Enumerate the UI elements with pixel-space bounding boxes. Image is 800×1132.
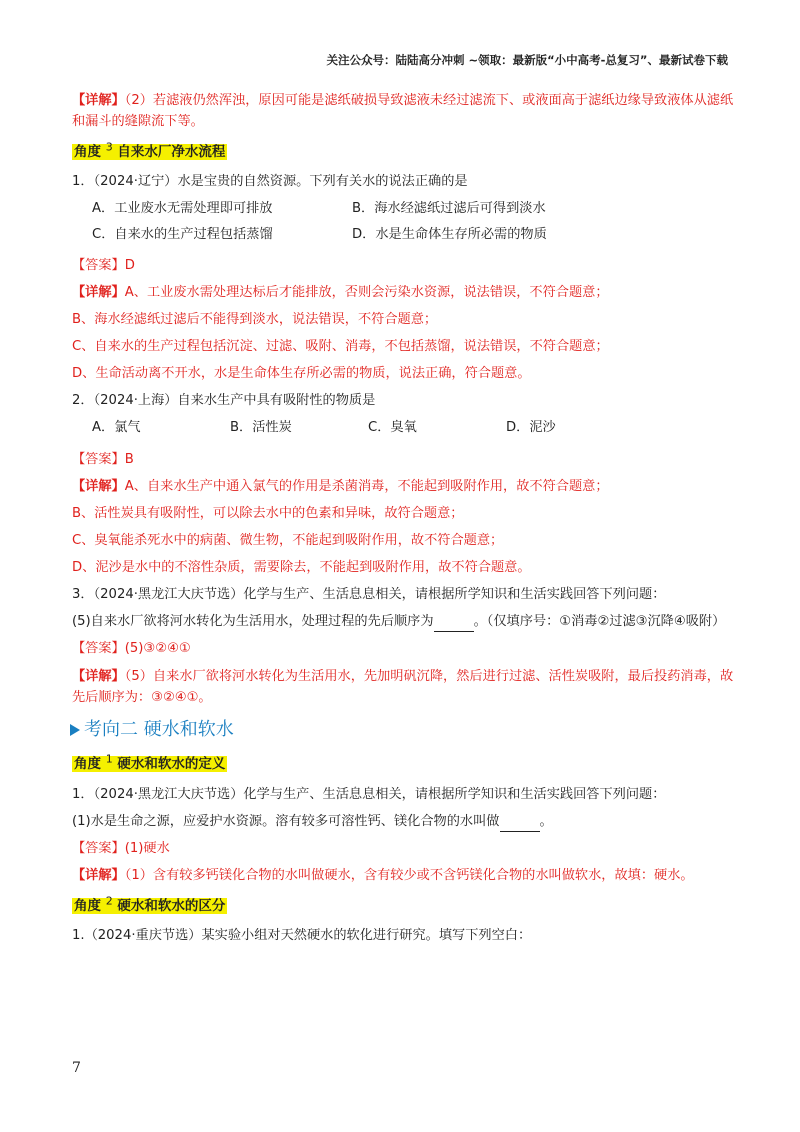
detail-label: 【详解】 [72, 668, 125, 684]
sub-question-end: 。 [539, 813, 553, 829]
sub-question [72, 811, 736, 832]
detail-line: B、活性炭具有吸附性，可以除去水中的色素和异味，故符合题意； [72, 505, 464, 521]
answer-blank [434, 617, 474, 632]
page-content [72, 90, 736, 952]
detail-text: （5）自来水厂欲将河水转化为生活用水，先加明矾沉降，然后进行过滤、活性炭吸附，最后投药消毒，故先后顺序为：③②④①。 [72, 668, 734, 705]
option-b: B．海水经滤纸过滤后可得到淡水 [352, 201, 546, 217]
answer-value: B [124, 451, 134, 467]
detail-line: D、生命活动离不开水，水是生命体生存所必需的物质，说法正确，符合题意。 [72, 366, 531, 382]
sub-question [72, 611, 736, 632]
angle-heading-1 [72, 751, 736, 776]
angle-heading-3 [72, 138, 736, 163]
option-a: A．氯气 [92, 420, 141, 436]
options-list [92, 417, 736, 442]
detail-label: 【详解】 [72, 93, 125, 108]
question-stem: 1．（2024·辽宁）水是宝贵的自然资源。下列有关水的说法正确的是 [72, 174, 468, 190]
header-note: 关注公众号：陆陆高分冲刺 ~领取：最新版“小中高考-总复习”、最新试卷下载 [326, 53, 728, 67]
answer-line [72, 638, 736, 659]
question-stem: 1.（2024·重庆节选）某实验小组对天然硬水的软化进行研究。填写下列空白： [72, 928, 532, 944]
sub-question-hint: 。（仅填序号：①消毒②过滤③沉降④吸附） [473, 614, 726, 630]
page-number: 7 [72, 1060, 81, 1076]
question-stem: 1．（2024·黑龙江大庆节选）化学与生产、生活息息相关，请根据所学知识和生活实践回答下列问题： [72, 786, 666, 802]
option-c: C．自来水的生产过程包括蒸馏 [92, 226, 273, 242]
detail-line: C、臭氧能杀死水中的病菌、微生物，不能起到吸附作用，故不符合题意； [72, 532, 504, 548]
angle-title: 自来水厂净水流程 [117, 143, 226, 160]
angle-prefix: 角度 [74, 143, 101, 160]
angle-number: 2 [105, 894, 113, 908]
section-heading [70, 716, 736, 745]
answer-value: (5)③②④① [124, 641, 191, 657]
answer-label: 【答案】 [72, 840, 125, 856]
answer-line [72, 255, 736, 276]
answer-label: 【答案】 [72, 641, 125, 657]
answer-label: 【答案】 [72, 257, 125, 273]
detail-line [72, 282, 736, 303]
angle-title: 硬水和软水的定义 [117, 756, 226, 773]
option-d: D．水是生命体生存所必需的物质 [352, 226, 547, 242]
detail-text: （1）含有较多钙镁化合物的水叫做硬水，含有较少或不含钙镁化合物的水叫做软水，故填：硬水。 [124, 868, 694, 884]
detail-label: 【详解】 [72, 478, 125, 494]
detail-line [72, 865, 736, 886]
detail-block-1 [72, 90, 736, 132]
option-a: A．工业废水无需处理即可排放 [92, 201, 273, 217]
option-c: C．臭氧 [368, 420, 417, 436]
question-stem: 3．（2024·黑龙江大庆节选）化学与生产、生活息息相关，请根据所学知识和生活实践回答下列问题： [72, 587, 666, 603]
angle-heading-2 [72, 892, 736, 917]
detail-line: B、海水经滤纸过滤后不能得到淡水，说法错误，不符合题意； [72, 311, 438, 327]
answer-value: (1)硬水 [124, 840, 170, 856]
question-stem: 2．（2024·上海）自来水生产中具有吸附性的物质是 [72, 393, 376, 409]
detail-line: D、泥沙是水中的不溶性杂质，需要除去，不能起到吸附作用，故不符合题意。 [72, 560, 531, 576]
angle-prefix: 角度 [74, 897, 101, 914]
detail-line: C、自来水的生产过程包括沉淀、过滤、吸附、消毒，不包括蒸馏，说法错误，不符合题意； [72, 339, 609, 355]
answer-label: 【答案】 [72, 451, 125, 467]
sub-question-text: (1)水是生命之源，应爱护水资源。溶有较多可溶性钙、镁化合物的水叫做 [72, 813, 500, 829]
detail-label: 【详解】 [72, 868, 125, 884]
detail-text: A、自来水生产中通入氯气的作用是杀菌消毒，不能起到吸附作用，故不符合题意； [124, 478, 609, 494]
sub-question-text: (5)自来水厂欲将河水转化为生活用水，处理过程的先后顺序为 [72, 614, 434, 630]
answer-value: D [124, 257, 135, 273]
angle-number: 1 [105, 752, 113, 766]
section-title: 考向二 硬水和软水 [84, 718, 234, 740]
detail-label: 【详解】 [72, 284, 125, 300]
answer-blank [500, 817, 540, 832]
option-d: D．泥沙 [506, 420, 556, 436]
detail-line [72, 666, 736, 708]
angle-number: 3 [105, 140, 113, 154]
detail-text: （2）若滤液仍然浑浊，原因可能是滤纸破损导致滤液未经过滤流下、或液面高于滤纸边缘导致液体从滤纸和漏斗的缝隙流下等。 [72, 93, 734, 130]
answer-line [72, 449, 736, 470]
detail-line [72, 476, 736, 497]
option-b: B．活性炭 [230, 420, 292, 436]
answer-line [72, 838, 736, 859]
angle-prefix: 角度 [74, 756, 101, 773]
triangle-bullet-icon [70, 724, 80, 736]
detail-text: A、工业废水需处理达标后才能排放，否则会污染水资源，说法错误，不符合题意； [124, 284, 609, 300]
options-list [92, 198, 736, 248]
angle-title: 硬水和软水的区分 [117, 897, 226, 914]
